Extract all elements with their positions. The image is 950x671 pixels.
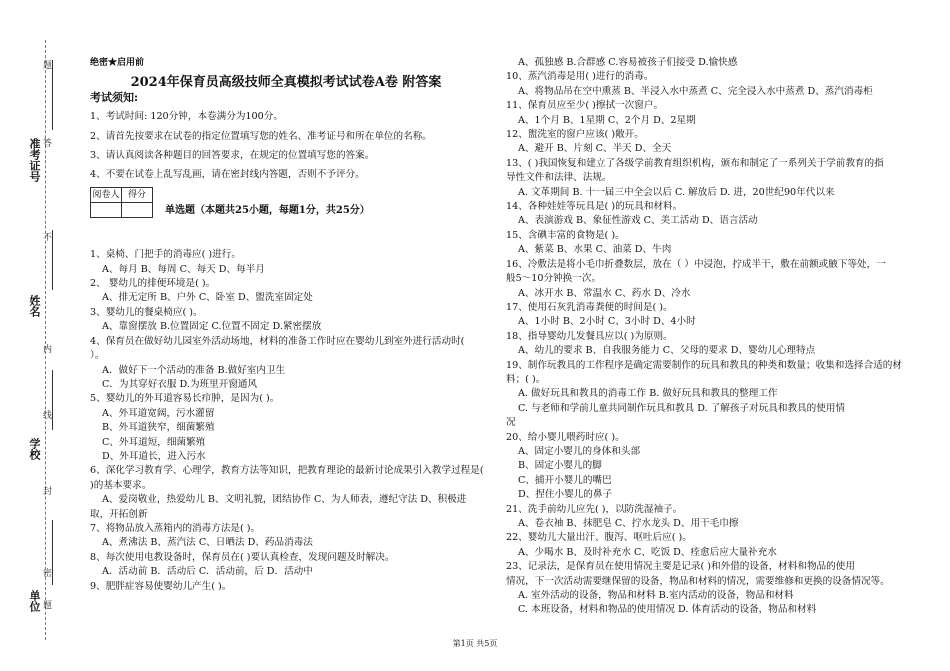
page-footer: 第1页 共5页 bbox=[452, 639, 498, 648]
question-line: A、靠窗摆放 B.位置固定 C.位置不固定 D.紧密摆放 bbox=[102, 321, 322, 333]
question-line: D、外耳道长，进入污水 bbox=[102, 450, 206, 462]
seal-char: 封 bbox=[41, 486, 51, 496]
question-line: C、外耳道短，细菌繁殖 bbox=[102, 436, 206, 448]
question-line: 5、婴幼儿的外耳道容易长疖肿，是因为( )。 bbox=[90, 393, 280, 405]
school-line bbox=[52, 370, 54, 430]
question-line: 般5～10分钟换一次。 bbox=[506, 273, 602, 285]
question-line: 12、盥洗室的窗户应该( )敞开。 bbox=[506, 129, 644, 141]
question-line: 2、 婴幼儿的排便环境是( )。 bbox=[90, 278, 216, 290]
seal-char: 题 bbox=[41, 60, 51, 70]
note-item: 2、请首先按要求在试卷的指定位置填写您的姓名、准考证号和所在单位的名称。 bbox=[90, 130, 432, 142]
question-line: 料；( )。 bbox=[506, 373, 546, 385]
question-line: A. 室外活动的设备，物品和材料 B.室内活动的设备，物品和材料 bbox=[518, 590, 794, 602]
name-line bbox=[52, 230, 54, 290]
question-line: A、排无定所 B、户外 C、卧室 D、盥洗室固定处 bbox=[102, 292, 313, 304]
question-line: C、捕开小婴儿的嘴巴 bbox=[518, 474, 612, 486]
question-line: )的基本要求。 bbox=[90, 479, 152, 491]
question-line: A．做好下一个活动的准备 B.做好室内卫生 bbox=[102, 364, 286, 376]
question-line: A、孤独感 B.合群感 C.容易被孩子们接受 D.愉快感 bbox=[518, 57, 738, 68]
question-line: A、冰开水 B、常温水 C、药水 D、冷水 bbox=[518, 287, 691, 299]
question-line: 17、使用石灰乳消毒粪便的时间是( )。 bbox=[506, 301, 673, 313]
question-line: A. 文革期间 B. 十一届三中全会以后 C. 解放后 D. 进，20世纪90年代以来 bbox=[518, 186, 835, 198]
seal-char: 答 bbox=[41, 138, 51, 148]
seal-line bbox=[45, 40, 46, 640]
question-line: A、每月 B、每周 C、每天 D、每半月 bbox=[102, 263, 265, 275]
reviewer-header: 阅卷人 bbox=[91, 187, 122, 202]
page-title: 2024年保育员高级技师全真模拟考试试卷A卷 附答案 bbox=[130, 75, 442, 91]
question-line: 况 bbox=[506, 417, 516, 429]
note-item: 3、请认真阅读各种题目的回答要求，在规定的位置填写您的答案。 bbox=[90, 150, 375, 162]
label-exam-number: 准考证号 bbox=[28, 138, 41, 182]
question-line: A、煮沸法 B、蒸汽法 C、日晒法 D、药品消毒法 bbox=[102, 537, 313, 549]
seal-char: 密 bbox=[41, 568, 51, 578]
question-line: C．为其穿好衣服 D.为班里开窗通风 bbox=[102, 378, 258, 390]
question-line: 14、各种娃娃等玩具是( )的玩具和材料。 bbox=[506, 201, 683, 213]
reviewer-cell[interactable] bbox=[91, 203, 122, 218]
question-line: C. 与老师和学前儿童共同制作玩具和教具 D. 了解孩子对玩具和教具的使用情 bbox=[518, 402, 846, 414]
question-line: 导性文件和法律、法规。 bbox=[506, 172, 612, 184]
question-line: 10、蒸汽消毒是用( )进行的消毒。 bbox=[506, 71, 654, 83]
question-line: 16、冷敷法是将小毛巾折叠数层，放在（ ）中浸泡，拧成半干，敷在前额或腋下等处，一 bbox=[506, 258, 886, 270]
question-line: D、捏住小婴儿的鼻子 bbox=[518, 489, 613, 501]
question-line: 3、婴幼儿的餐桌椅应( )。 bbox=[90, 306, 203, 318]
question-line: 8、每次使用电教设备时，保育员在( )要认真检查，发现问题及时解决。 bbox=[90, 551, 395, 563]
question-line: A、幼儿的要求 B、自我服务能力 C、父母的要求 D、婴幼儿心理特点 bbox=[518, 345, 816, 357]
score-cell[interactable] bbox=[122, 203, 153, 218]
question-line: 19、制作玩教具的工作程序是确定需要制作的玩具和教具的种类和数量；收集和选择合适的材 bbox=[506, 359, 902, 371]
left-questions bbox=[90, 248, 482, 594]
notes-list bbox=[90, 110, 482, 183]
right-questions bbox=[506, 56, 914, 618]
question-line: 4、保育员在做好幼儿园室外活动场地，材料的准备工作时应在婴幼儿到室外进行活动时( bbox=[90, 335, 465, 347]
question-line: A、外耳道宽阔，污水灌留 bbox=[102, 407, 215, 419]
question-line: 22、婴幼儿大量出汗、腹泻、呕吐后应( )。 bbox=[506, 532, 692, 544]
question-line: 23、记录法，是保育员在使用情况主要是记录( )和外借的设备，材料和物品的使用 bbox=[506, 561, 855, 573]
seal-char: 内 bbox=[41, 344, 51, 354]
label-name: 姓名 bbox=[28, 295, 41, 317]
question-line: 1、桌椅、门把手的消毒应( )进行。 bbox=[90, 249, 241, 261]
section-header bbox=[90, 187, 482, 218]
seal-char: 线 bbox=[41, 410, 51, 420]
note-item: 1、考试时间: 120分钟，本卷满分为100分。 bbox=[90, 111, 283, 123]
score-header: 得分 bbox=[122, 187, 153, 202]
question-line: B、固定小婴儿的脚 bbox=[518, 460, 602, 472]
question-line: 7、将物品放入蒸箱内的消毒方法是( )。 bbox=[90, 522, 261, 534]
question-line: 18、指导婴幼儿发餐具应以( )为原则。 bbox=[506, 330, 673, 342]
question-line: 21、洗手前幼儿应先( )，以防洗湿袖子。 bbox=[506, 503, 683, 515]
question-line: A、避开 B、片刻 C、半天 D、全天 bbox=[518, 143, 672, 155]
label-unit: 单位 bbox=[28, 590, 41, 612]
left-column bbox=[90, 56, 482, 594]
exam-number-line bbox=[52, 60, 54, 130]
question-line: 13、( )我国恢复和建立了各级学前教育组织机构，颁布和制定了一系列关于学前教育的指 bbox=[506, 157, 884, 169]
question-line: A、1个月 B、1星期 C、2个月 D、2星期 bbox=[518, 114, 696, 126]
question-line: 11、保育员应至少( )擦拭一次窗户。 bbox=[506, 100, 664, 112]
unit-line bbox=[52, 520, 54, 585]
question-line: A、爱岗敬业，热爱幼儿 B、文明礼貌，团结协作 C、为人师表，遵纪守法 D、积极进 bbox=[102, 494, 467, 506]
question-line: 取，开拓创新 bbox=[90, 508, 148, 520]
question-line: A、将物品吊在空中熏蒸 B、半浸入水中蒸煮 C、完全浸入水中蒸煮 D、蒸汽消毒柜 bbox=[518, 85, 873, 97]
question-line: A、卷衣袖 B、抹肥皂 C、拧水龙头 D、用干毛巾擦 bbox=[518, 518, 739, 529]
question-line: 情况，下一次活动需要继保留的设备，物品和材料的情况，需要维修和更换的设备情况等。 bbox=[506, 575, 890, 587]
question-line: A．活动前 B．活动后 C．活动前，后 D．活动中 bbox=[102, 566, 313, 578]
right-column bbox=[506, 56, 914, 618]
notes-heading: 考试须知: bbox=[90, 90, 139, 104]
note-item: 4、不要在试卷上乱写乱画，请在密封线内答题，否则不予评分。 bbox=[90, 169, 365, 181]
seal-char: 不 bbox=[41, 232, 51, 242]
score-table bbox=[90, 187, 153, 218]
question-line: A、表演游戏 B、象征性游戏 C、美工活动 D、语言活动 bbox=[518, 215, 758, 227]
question-line: B、外耳道狭窄，细菌繁殖 bbox=[102, 422, 215, 434]
secret-label: 绝密★启用前 bbox=[90, 58, 145, 68]
question-line: 20、给小婴儿喂药时应( )。 bbox=[506, 431, 625, 443]
binding-margin bbox=[0, 0, 70, 671]
question-line: 15、含碘丰富的食物是( )。 bbox=[506, 229, 625, 241]
question-line: A、紫菜 B、水果 C、油菜 D、牛肉 bbox=[518, 244, 672, 256]
question-line: A、1小时 B、2小时 C、3小时 D、4小时 bbox=[518, 316, 696, 328]
question-line: ）。 bbox=[90, 350, 105, 362]
question-line: 6、深化学习教育学、心理学，教育方法等知识，把教育理论的最新讨论成果引入教学过程是( bbox=[90, 465, 484, 477]
question-line: 9、肥胖症容易使婴幼儿产生( )。 bbox=[90, 580, 232, 592]
section-title: 单选题（本题共25小题，每题1分，共25分） bbox=[165, 204, 370, 216]
seal-char: 题 bbox=[41, 600, 51, 610]
question-line: A、固定小婴儿的身体和头部 bbox=[518, 445, 641, 457]
question-line: C. 本班设备，材料和物品的使用情况 D. 体育活动的设备，物品和材料 bbox=[518, 604, 817, 616]
question-line: A. 做好玩具和教具的消毒工作 B. 做好玩具和教具的整理工作 bbox=[518, 388, 778, 400]
question-line: A、少喝水 B、及时补充水 C、吃饭 D、痊愈后应大量补充水 bbox=[518, 546, 777, 558]
label-school: 学校 bbox=[28, 438, 41, 460]
